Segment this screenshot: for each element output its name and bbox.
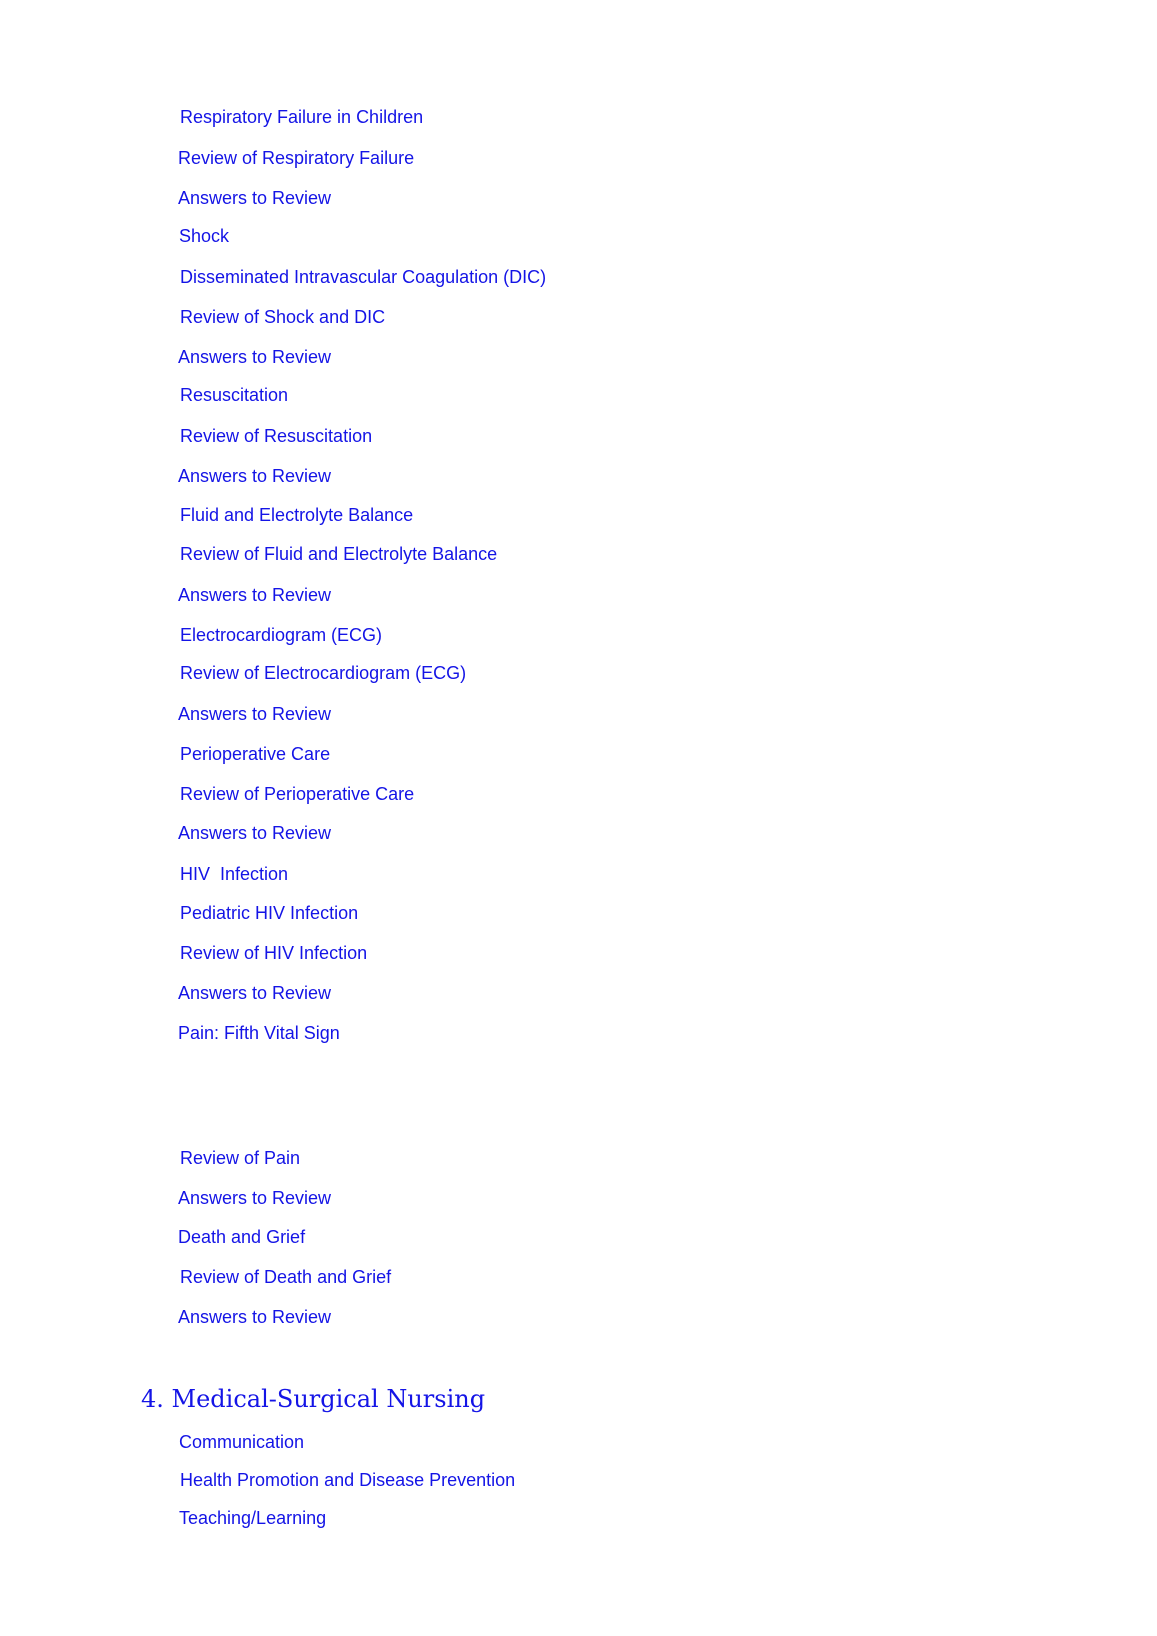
toc-link-fluid-and-electrolyte-balance[interactable]: Fluid and Electrolyte Balance — [180, 505, 414, 525]
toc-link-hiv-infection[interactable]: HIV Infection — [180, 864, 289, 884]
toc-link-answers-to-review[interactable]: Answers to Review — [178, 1307, 332, 1327]
toc-link-review-of-respiratory-failure[interactable]: Review of Respiratory Failure — [178, 148, 415, 168]
toc-link-answers-to-review[interactable]: Answers to Review — [178, 466, 332, 486]
chapter-heading-medical-surgical-nursing[interactable]: 4. Medical-Surgical Nursing — [141, 1385, 486, 1413]
toc-link-answers-to-review[interactable]: Answers to Review — [178, 347, 332, 367]
toc-link-death-and-grief[interactable]: Death and Grief — [178, 1227, 306, 1247]
toc-link-electrocardiogram[interactable]: Electrocardiogram (ECG) — [180, 625, 383, 645]
toc-link-review-of-fluid-and-electrolyte-balance[interactable]: Review of Fluid and Electrolyte Balance — [180, 544, 498, 564]
toc-link-teaching-learning[interactable]: Teaching/Learning — [179, 1508, 327, 1528]
toc-link-review-of-electrocardiogram[interactable]: Review of Electrocardiogram (ECG) — [180, 663, 467, 683]
toc-link-respiratory-failure-in-children[interactable]: Respiratory Failure in Children — [180, 107, 424, 127]
toc-link-answers-to-review[interactable]: Answers to Review — [178, 188, 332, 208]
toc-link-answers-to-review[interactable]: Answers to Review — [178, 983, 332, 1003]
toc-link-resuscitation[interactable]: Resuscitation — [180, 385, 289, 405]
toc-link-review-of-death-and-grief[interactable]: Review of Death and Grief — [180, 1267, 392, 1287]
toc-link-communication[interactable]: Communication — [179, 1432, 305, 1452]
toc-link-answers-to-review[interactable]: Answers to Review — [178, 585, 332, 605]
toc-link-pediatric-hiv-infection[interactable]: Pediatric HIV Infection — [180, 903, 359, 923]
toc-link-answers-to-review[interactable]: Answers to Review — [178, 704, 332, 724]
toc-link-review-of-perioperative-care[interactable]: Review of Perioperative Care — [180, 784, 415, 804]
toc-link-review-of-resuscitation[interactable]: Review of Resuscitation — [180, 426, 373, 446]
toc-link-review-of-hiv-infection[interactable]: Review of HIV Infection — [180, 943, 368, 963]
toc-link-review-of-pain[interactable]: Review of Pain — [180, 1148, 301, 1168]
toc-link-health-promotion-and-disease-prevention[interactable]: Health Promotion and Disease Prevention — [180, 1470, 516, 1490]
toc-link-review-of-shock-and-dic[interactable]: Review of Shock and DIC — [180, 307, 386, 327]
toc-link-perioperative-care[interactable]: Perioperative Care — [180, 744, 331, 764]
toc-link-answers-to-review[interactable]: Answers to Review — [178, 1188, 332, 1208]
toc-link-dic[interactable]: Disseminated Intravascular Coagulation (DIC) — [180, 267, 547, 287]
toc-link-pain-fifth-vital-sign[interactable]: Pain: Fifth Vital Sign — [178, 1023, 340, 1043]
toc-link-answers-to-review[interactable]: Answers to Review — [178, 823, 332, 843]
toc-link-shock[interactable]: Shock — [179, 226, 230, 246]
